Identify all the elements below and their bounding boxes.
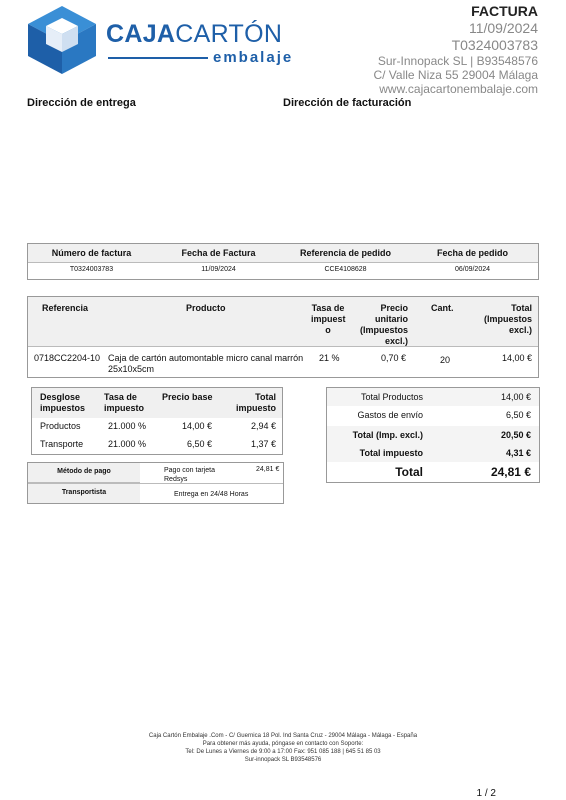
shipping-value: 6,50 € — [505, 410, 531, 420]
row-product — [108, 353, 303, 375]
row-total: 14,00 € — [501, 353, 532, 363]
tax-col-line: impuesto — [104, 403, 145, 413]
billing-address-heading: Dirección de facturación — [283, 97, 412, 109]
footer-line: Para obtener más ayuda, póngase en contacto con Soporte: — [202, 741, 364, 747]
tax-row-rate: 21.000 % — [108, 439, 147, 449]
row-qty: 20 — [440, 355, 451, 365]
tax-row-label: Productos — [40, 421, 81, 431]
shipping-label: Gastos de envío — [357, 410, 423, 420]
payment-carrier-table — [27, 462, 284, 504]
page-number: 1 / 2 — [476, 788, 496, 799]
col-reference-header: Referencia — [42, 303, 89, 313]
payment-method-line: Pago con tarjeta — [164, 467, 215, 474]
row-reference: 0718CC2204-10 — [34, 353, 101, 363]
invoice-meta-table — [27, 243, 539, 280]
document-type: FACTURA — [471, 3, 538, 19]
brand-name-part1: CAJA — [106, 20, 176, 48]
order-date-value: 06/09/2024 — [454, 266, 491, 273]
payment-method-label-cell — [28, 463, 140, 483]
tax-row-label: Transporte — [40, 439, 84, 449]
company-info: Sur-Innopack SL | B93548576 — [377, 54, 538, 68]
grand-total-value: 24,81 € — [490, 465, 531, 479]
invoice-number-value: T0324003783 — [69, 266, 114, 273]
tax-row-amount: 2,94 € — [250, 421, 276, 431]
company-address: C/ Valle Niza 55 29004 Málaga — [373, 68, 538, 82]
payment-method-label: Método de pago — [57, 468, 111, 475]
col-tax-rate-line: Tasa de — [311, 303, 345, 313]
delivery-address-heading: Dirección de entrega — [27, 97, 136, 109]
order-reference-header: Referencia de pedido — [299, 248, 392, 258]
invoice-number-header: Número de factura — [51, 248, 132, 258]
col-product-header: Producto — [186, 303, 226, 313]
tax-col-rate-header — [104, 392, 144, 414]
grand-total-label: Total — [395, 465, 423, 479]
order-reference-value: CCE4108628 — [324, 266, 367, 273]
carrier-value: Entrega en 24/48 Horas — [174, 491, 249, 498]
tax-row-rate: 21.000 % — [108, 421, 147, 431]
brand-subtitle: embalaje — [213, 49, 294, 66]
col-unit-price-line: unitario — [375, 314, 408, 324]
tax-col-line: Tasa de — [104, 392, 137, 402]
tax-col-line: Desglose — [40, 392, 81, 402]
total-products-value: 14,00 € — [500, 392, 531, 402]
col-total-header — [478, 303, 532, 336]
total-excl-label: Total (Imp. excl.) — [352, 430, 423, 440]
col-tax-rate-header — [311, 303, 345, 336]
row-tax-rate: 21 % — [319, 353, 340, 363]
col-unit-price-line: (Impuestos — [359, 325, 408, 335]
cube-logo-icon — [26, 4, 98, 76]
brand-name-part2: CARTÓN — [175, 20, 283, 48]
col-unit-price-line: Precio — [380, 303, 408, 313]
carrier-label: Transportista — [61, 489, 107, 496]
col-qty-header: Cant. — [431, 303, 454, 313]
tax-col-total-header — [232, 392, 276, 414]
footer — [0, 732, 566, 764]
tax-col-line: impuesto — [235, 403, 276, 413]
brand-divider — [108, 57, 208, 59]
total-products-label: Total Productos — [360, 392, 423, 402]
tax-row-amount: 1,37 € — [250, 439, 276, 449]
invoice-date-value: 11/09/2024 — [201, 266, 236, 273]
tax-col-base-header: Precio base — [162, 392, 213, 402]
payment-method-value — [164, 466, 215, 484]
tax-breakdown-table — [31, 387, 283, 455]
company-website: www.cajacartonembalaje.com — [379, 82, 538, 96]
invoice-date-header: Fecha de Factura — [181, 248, 256, 258]
invoice-number: T0324003783 — [451, 37, 538, 53]
totals-box — [326, 387, 540, 483]
col-total-line: (Impuestos — [483, 314, 532, 324]
order-date-header: Fecha de pedido — [436, 248, 508, 258]
products-header — [28, 297, 538, 347]
col-total-line: excl.) — [508, 325, 532, 335]
col-unit-price-line: excl.) — [384, 336, 408, 346]
footer-line: Sur-innopack SL B93548576 — [244, 757, 322, 763]
tax-row-base: 14,00 € — [181, 421, 212, 431]
footer-line: Tel: De Lunes a Viernes de 9:00 a 17:00 Fax: 951 085 188 | 645 51 85 03 — [185, 749, 381, 755]
products-table — [27, 296, 539, 378]
tax-col-line: Total — [255, 392, 276, 402]
row-product-line: Caja de cartón automontable micro canal marrón — [108, 353, 304, 363]
tax-col-line: impuestos — [40, 403, 86, 413]
invoice-date: 11/09/2024 — [468, 20, 538, 36]
payment-method-amount: 24,81 € — [256, 466, 280, 473]
tax-col-breakdown-header — [40, 392, 85, 414]
col-tax-rate-line: impuest — [311, 314, 346, 324]
footer-line: Caja Cartón Embalaje .Com - C/ Guernica 18 Pol. Ind Santa Cruz - 29004 Málaga - Málaga - España — [148, 733, 418, 739]
col-total-line: Total — [511, 303, 532, 313]
tax-row-base: 6,50 € — [186, 439, 212, 449]
carrier-label-cell — [28, 484, 140, 503]
col-tax-rate-line: o — [325, 325, 331, 335]
col-unit-price-header — [356, 303, 408, 347]
total-excl-value: 20,50 € — [500, 430, 531, 440]
row-product-line: 25x10x5cm — [108, 364, 155, 374]
payment-method-line: Redsys — [164, 476, 188, 483]
total-tax-label: Total impuesto — [359, 448, 423, 458]
brand-name — [106, 20, 282, 49]
total-tax-value: 4,31 € — [505, 448, 531, 458]
row-unit-price: 0,70 € — [380, 353, 406, 363]
